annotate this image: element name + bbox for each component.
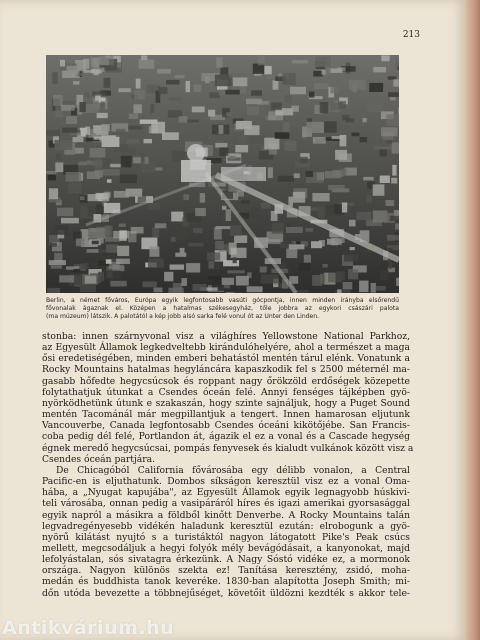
rooftop-texture: [173, 283, 182, 292]
rooftop-texture: [282, 73, 295, 85]
rooftop-texture: [52, 72, 57, 84]
rooftop-texture: [392, 142, 399, 153]
rooftop-texture: [106, 244, 118, 252]
rooftop-texture: [94, 137, 103, 140]
rooftop-texture: [335, 150, 347, 160]
rooftop-texture: [61, 105, 74, 111]
rooftop-texture: [278, 176, 294, 182]
rooftop-texture: [381, 55, 389, 61]
rooftop-texture: [104, 192, 111, 198]
rooftop-texture: [86, 160, 90, 163]
body-line: nyörű kilátást nyujtó s a turistáktól nagyon látogatott Pike's Peak csúcs: [42, 531, 410, 543]
rooftop-texture: [83, 59, 89, 69]
rooftop-texture: [241, 200, 250, 203]
rooftop-texture: [192, 107, 205, 113]
rooftop-texture: [109, 56, 113, 66]
rooftop-texture: [294, 173, 300, 178]
rooftop-texture: [233, 77, 247, 86]
rooftop-texture: [367, 195, 372, 203]
rooftop-texture: [304, 255, 311, 263]
body-line: gasabb hőfedte hegycsúcsok és roppant nagy őrökzöld erdőségek közepette: [42, 375, 410, 387]
rooftop-texture: [155, 167, 162, 170]
rooftop-texture: [104, 78, 111, 88]
rooftop-texture: [373, 184, 385, 195]
rooftop-texture: [266, 76, 276, 80]
rooftop-texture: [264, 66, 271, 75]
rooftop-texture: [309, 92, 314, 98]
body-line: coba pedig dél felé, Portlandon át, ágazik el ez a vonal és a Cascade hegység: [42, 431, 410, 443]
rooftop-texture: [136, 79, 141, 89]
rooftop-texture: [90, 148, 106, 158]
rooftop-texture: [219, 147, 228, 156]
rooftop-texture: [76, 239, 85, 247]
rooftop-texture: [48, 175, 56, 180]
rooftop-texture: [166, 80, 180, 85]
rooftop-texture: [180, 248, 185, 253]
rooftop-texture: [237, 190, 244, 197]
rooftop-texture: [388, 92, 399, 97]
rooftop-texture: [337, 289, 342, 293]
rooftop-texture: [320, 274, 325, 284]
body-line: országa. Nagyon különös szekta ez! Tanítása keresztény, zsidó, moha-: [42, 565, 410, 577]
body-line: mentén Tacománál már megpillantjuk a tengert. Innen hamarosan eljutunk: [42, 409, 410, 421]
rooftop-texture: [120, 174, 137, 183]
rooftop-texture: [393, 79, 399, 86]
rooftop-texture: [233, 257, 237, 263]
rooftop-texture: [186, 263, 200, 272]
rooftop-texture: [359, 281, 368, 293]
rooftop-texture: [260, 267, 267, 273]
rooftop-texture: [46, 171, 56, 174]
rooftop-texture: [100, 90, 109, 94]
rooftop-texture: [60, 60, 65, 67]
rooftop-texture: [222, 206, 226, 210]
rooftop-texture: [175, 253, 186, 257]
rooftop-texture: [342, 203, 347, 213]
rooftop-texture: [290, 87, 306, 95]
rooftop-texture: [73, 231, 82, 239]
rooftop-texture: [73, 81, 80, 85]
rooftop-texture: [141, 55, 147, 60]
rooftop-texture: [215, 241, 224, 249]
rooftop-texture: [171, 237, 176, 242]
rooftop-texture: [258, 101, 270, 105]
rooftop-texture: [155, 223, 167, 228]
rooftop-texture: [176, 230, 186, 240]
rooftop-texture: [186, 81, 190, 92]
rooftop-texture: [344, 254, 358, 261]
rooftop-texture: [268, 167, 273, 178]
caption-line: fővonalak ágaznak el. Középen a hatalmas székesegyház, tőle jobbra az egykori császári palota: [46, 305, 399, 312]
rooftop-texture: [134, 104, 142, 113]
rooftop-texture: [340, 135, 347, 147]
rooftop-texture: [293, 192, 305, 203]
rooftop-texture: [148, 202, 160, 209]
body-line: lefolyástalan, sós sivatagra érkezünk. A Nagy Sóstó vidéke ez, a mormonok: [42, 554, 410, 566]
body-line: stonba: innen szárnyvonal visz a világhíres Yellowstone National Parkhoz,: [42, 331, 410, 342]
rooftop-texture: [98, 272, 104, 281]
rooftop-texture: [314, 83, 329, 89]
rooftop-texture: [398, 107, 399, 114]
rooftop-texture: [149, 247, 159, 257]
rooftop-texture: [171, 212, 183, 222]
rooftop-texture: [288, 197, 293, 207]
caption-line: (ma múzeum) látszik. A palotától a kép jobb alsó sarka felé vonul ót az Unter den Linden.: [46, 313, 320, 320]
body-line: De Chicagóból California fővárosába egy délibb vonalon, a Central: [56, 464, 410, 476]
watermark-text: Antikvárium.hu: [2, 617, 175, 639]
rooftop-texture: [251, 90, 262, 95]
rooftop-texture: [380, 149, 387, 156]
rooftop-texture: [208, 110, 215, 117]
rooftop-texture: [169, 97, 181, 100]
rooftop-texture: [99, 56, 109, 65]
rooftop-texture: [158, 87, 167, 94]
rooftop-texture: [292, 60, 308, 63]
rooftop-texture: [388, 258, 392, 269]
rooftop-texture: [49, 260, 66, 265]
rooftop-texture: [261, 202, 271, 208]
rooftop-texture: [53, 95, 63, 106]
rooftop-texture: [175, 75, 185, 78]
rooftop-texture: [209, 261, 215, 269]
rooftop-texture: [78, 162, 87, 166]
rooftop-texture: [80, 196, 85, 200]
rooftop-texture: [127, 139, 140, 143]
rooftop-texture: [376, 286, 386, 291]
rooftop-texture: [152, 228, 159, 238]
rooftop-texture: [286, 249, 297, 259]
body-line: egyik napról a másikra a földből kinőtt Denverbe. A Rocky Mountains talán: [42, 509, 410, 521]
rooftop-texture: [320, 102, 329, 113]
page-number: 213: [402, 30, 420, 40]
rooftop-texture: [162, 132, 179, 140]
rooftop-texture: [216, 57, 222, 67]
rooftop-texture: [209, 92, 220, 98]
body-line: az Egyesült Államok legkedveltebb kirándulóhelyére, ahol a természet a maga: [42, 342, 410, 354]
rooftop-texture: [85, 276, 96, 284]
rooftop-texture: [291, 106, 299, 112]
rooftop-texture: [193, 284, 207, 291]
rooftop-texture: [193, 84, 201, 92]
rooftop-texture: [356, 212, 371, 220]
rooftop-texture: [66, 116, 77, 124]
rooftop-texture: [366, 102, 383, 112]
rooftop-texture: [145, 157, 149, 164]
rooftop-texture: [275, 132, 290, 139]
rooftop-texture: [99, 68, 104, 72]
rooftop-texture: [236, 121, 252, 129]
rooftop-texture: [59, 275, 74, 282]
rooftop-texture: [261, 274, 278, 283]
rooftop-texture: [258, 55, 265, 65]
rooftop-texture: [300, 157, 308, 164]
rooftop-texture: [102, 135, 120, 147]
rooftop-texture: [371, 283, 376, 293]
rooftop-texture: [349, 220, 356, 227]
rooftop-texture: [67, 66, 78, 74]
rooftop-texture: [121, 156, 132, 168]
rooftop-texture: [381, 127, 397, 136]
body-line: Csendes óceán partjára.: [42, 453, 156, 465]
rooftop-texture: [349, 80, 366, 90]
rooftop-texture: [57, 208, 73, 217]
rooftop-texture: [105, 226, 112, 236]
rooftop-texture: [179, 116, 188, 123]
rooftop-texture: [307, 122, 325, 133]
rooftop-texture: [129, 114, 138, 119]
rooftop-texture: [362, 118, 366, 122]
rooftop-texture: [236, 276, 249, 286]
body-line: hába, a „Nyugat kapujába", az Egyesült Államok egyik legnagyobb húskivi-: [42, 487, 410, 499]
rooftop-texture: [351, 133, 359, 137]
rooftop-texture: [92, 241, 99, 245]
body-line: teli városába, onnan pedig a vasipáráról híres és igazi amerikai gyorsasággal: [42, 498, 410, 510]
rooftop-texture: [127, 126, 142, 130]
rooftop-texture: [119, 230, 127, 241]
rooftop-texture: [387, 235, 399, 241]
rooftop-texture: [219, 125, 224, 134]
rooftop-texture: [142, 161, 156, 173]
rooftop-texture: [66, 172, 81, 182]
rooftop-texture: [318, 206, 325, 218]
rooftop-texture: [247, 106, 259, 115]
rooftop-texture: [215, 143, 227, 148]
rooftop-texture: [312, 193, 329, 201]
rooftop-texture: [335, 238, 345, 243]
rooftop-texture: [264, 138, 279, 150]
rooftop-texture: [131, 227, 144, 234]
rooftop-texture: [164, 272, 173, 282]
rooftop-texture: [207, 252, 220, 260]
rooftop-texture: [79, 102, 85, 112]
rooftop-texture: [75, 148, 84, 154]
rooftop-texture: [51, 265, 62, 269]
rooftop-texture: [84, 93, 90, 98]
rooftop-texture: [230, 225, 242, 236]
rooftop-texture: [395, 57, 399, 66]
rooftop-texture: [87, 249, 99, 253]
rooftop-texture: [82, 263, 89, 269]
rooftop-texture: [337, 67, 345, 71]
rooftop-texture: [56, 153, 61, 160]
rooftop-texture: [226, 209, 232, 221]
rooftop-texture: [55, 163, 63, 173]
rooftop-texture: [395, 223, 399, 229]
rooftop-texture: [157, 69, 171, 74]
rooftop-texture: [97, 113, 108, 118]
body-line: égnek meredő hegycsúcsai, pompás fenyvesek és kialudt vulkánok között visz a: [42, 442, 414, 454]
rooftop-texture: [193, 228, 203, 233]
rooftop-texture: [170, 265, 185, 270]
rooftop-texture: [387, 141, 393, 144]
rooftop-texture: [313, 137, 326, 144]
rooftop-texture: [338, 101, 346, 109]
rooftop-texture: [220, 67, 228, 74]
rooftop-texture: [47, 288, 60, 293]
rooftop-texture: [68, 183, 82, 193]
rooftop-texture: [107, 179, 112, 182]
rooftop-texture: [56, 225, 69, 235]
rooftop-texture: [319, 240, 325, 247]
rooftop-texture: [235, 145, 248, 152]
photo-illustration: [46, 55, 399, 293]
rooftop-texture: [225, 90, 240, 95]
rooftop-texture: [373, 67, 386, 73]
rooftop-texture: [208, 276, 221, 280]
rooftop-texture: [96, 204, 103, 215]
rooftop-texture: [396, 278, 399, 286]
body-line: medán és buddhista tanok keveréke. 1830-ban alapította Joseph Smith; mi-: [42, 576, 410, 588]
rooftop-texture: [342, 115, 350, 121]
rooftop-texture: [50, 243, 57, 247]
body-line: Vancouverbe, Canada legfontosabb Csendes óceáni kikötőjébe. San Francis-: [42, 420, 410, 432]
rooftop-texture: [323, 121, 336, 132]
rooftop-texture: [214, 228, 222, 240]
rooftop-texture: [289, 244, 305, 249]
rooftop-texture: [285, 141, 297, 151]
photo-caption: [46, 297, 399, 321]
rooftop-texture: [283, 122, 289, 134]
rooftop-texture: [296, 241, 301, 244]
rooftop-texture: [119, 224, 126, 227]
rooftop-texture: [80, 284, 96, 292]
rooftop-texture: [144, 139, 153, 143]
rooftop-texture: [306, 171, 313, 177]
rooftop-texture: [380, 270, 388, 280]
rooftop-texture: [74, 269, 81, 273]
rooftop-texture: [46, 130, 60, 136]
rooftop-texture: [110, 281, 126, 287]
body-line: mellett, megcsodáljuk a hegyi folyók mély bevágódásait, a kanyonokat, majd: [42, 542, 410, 554]
rooftop-texture: [386, 114, 399, 126]
page-edge: [466, 0, 480, 640]
rooftop-texture: [350, 247, 355, 250]
rooftop-texture: [229, 73, 246, 78]
caption-line: Berlin, a német főváros, Európa egyik legfontosabb vasúti gócpontja, innen minden irányba elsőrendű: [46, 297, 399, 304]
rooftop-texture: [323, 264, 328, 268]
rooftop-texture: [392, 165, 396, 176]
rooftop-texture: [222, 278, 234, 285]
rooftop-texture: [285, 95, 292, 103]
rooftop-texture: [390, 97, 396, 100]
rooftop-texture: [321, 70, 325, 75]
rooftop-texture: [103, 169, 120, 175]
rooftop-texture: [390, 216, 399, 221]
rooftop-texture: [273, 81, 279, 90]
rooftop-texture: [116, 129, 126, 137]
body-line: Pacific-en is eljuthatunk. Dombos síkságon keresztül visz ez a vonal Oma-: [42, 476, 410, 488]
rooftop-texture: [150, 104, 154, 113]
rooftop-texture: [229, 156, 235, 160]
rooftop-texture: [55, 140, 73, 150]
rooftop-texture: [200, 193, 205, 203]
rooftop-texture: [299, 263, 311, 271]
rooftop-texture: [102, 158, 110, 169]
rooftop-texture: [195, 208, 206, 216]
rooftop-texture: [369, 83, 383, 92]
rooftop-texture: [226, 112, 231, 116]
rooftop-texture: [106, 259, 112, 264]
rooftop-texture: [336, 271, 345, 280]
rooftop-texture: [62, 128, 80, 133]
rooftop-texture: [380, 176, 390, 184]
body-line: ősi eredetiségében, minden emberi behatástól mentén tárul elénk. Vonatunk a: [42, 353, 410, 365]
rooftop-texture: [73, 137, 84, 142]
body-line: folytathatjuk útunkat a Csendes óceán felé. Annyi fenséges tájképben gyö-: [42, 386, 410, 398]
rooftop-texture: [154, 288, 163, 293]
rooftop-texture: [151, 122, 165, 134]
rooftop-texture: [101, 124, 110, 131]
rooftop-texture: [391, 178, 397, 184]
rooftop-texture: [360, 137, 368, 142]
rooftop-texture: [229, 243, 237, 255]
body-line: nyörködhetünk útunk e szakaszán, hogy szinte sajnáljuk, hogy a Puget Sound: [42, 397, 410, 409]
rooftop-texture: [134, 90, 145, 99]
rooftop-texture: [250, 208, 260, 219]
rooftop-texture: [85, 126, 90, 134]
rooftop-texture: [139, 60, 155, 69]
rooftop-texture: [183, 194, 189, 200]
rooftop-texture: [271, 103, 282, 110]
rooftop-texture: [187, 120, 199, 123]
rooftop-texture: [272, 223, 284, 234]
body-text: [42, 331, 414, 599]
rooftop-texture: [116, 259, 130, 264]
rooftop-texture: [234, 235, 247, 243]
rooftop-texture: [227, 270, 245, 273]
body-line: legvadregényesebb vidékén haladunk keresztül ezután: elrobogunk a gyö-: [42, 520, 410, 532]
rooftop-texture: [386, 200, 395, 206]
rooftop-texture: [106, 271, 121, 280]
rooftop-texture: [49, 188, 58, 199]
rooftop-texture: [61, 218, 79, 224]
body-line: Rocky Mountains hatalmas hegyláncára kapaszkodik fel s 2500 méternél ma-: [42, 364, 410, 376]
rooftop-texture: [343, 282, 353, 290]
rooftop-texture: [117, 246, 129, 256]
rooftop-texture: [182, 278, 188, 286]
rooftop-texture: [330, 86, 339, 93]
rooftop-texture: [297, 290, 309, 293]
rooftop-texture: [363, 177, 374, 181]
rooftop-texture: [133, 154, 145, 158]
rooftop-texture: [148, 258, 164, 267]
rooftop-texture: [306, 228, 314, 232]
rooftop-texture: [348, 269, 358, 279]
rooftop-texture: [188, 243, 203, 247]
rooftop-texture: [374, 146, 391, 149]
rooftop-texture: [143, 282, 157, 288]
rooftop-texture: [247, 286, 263, 292]
rooftop-texture: [118, 88, 130, 92]
aerial-city-photo: [46, 55, 399, 293]
rooftop-texture: [100, 102, 105, 110]
rooftop-texture: [286, 227, 303, 233]
rooftop-texture: [341, 169, 347, 175]
rooftop-texture: [388, 76, 396, 79]
rooftop-texture: [95, 170, 103, 177]
rooftop-texture: [114, 191, 129, 198]
rooftop-texture: [316, 56, 331, 67]
rooftop-texture: [328, 185, 344, 190]
body-line: dőn utóda bevezette a többnejűséget, követőit üldözni kezdték s akkor tele-: [42, 587, 410, 599]
rooftop-texture: [327, 67, 331, 74]
rooftop-texture: [215, 226, 230, 229]
